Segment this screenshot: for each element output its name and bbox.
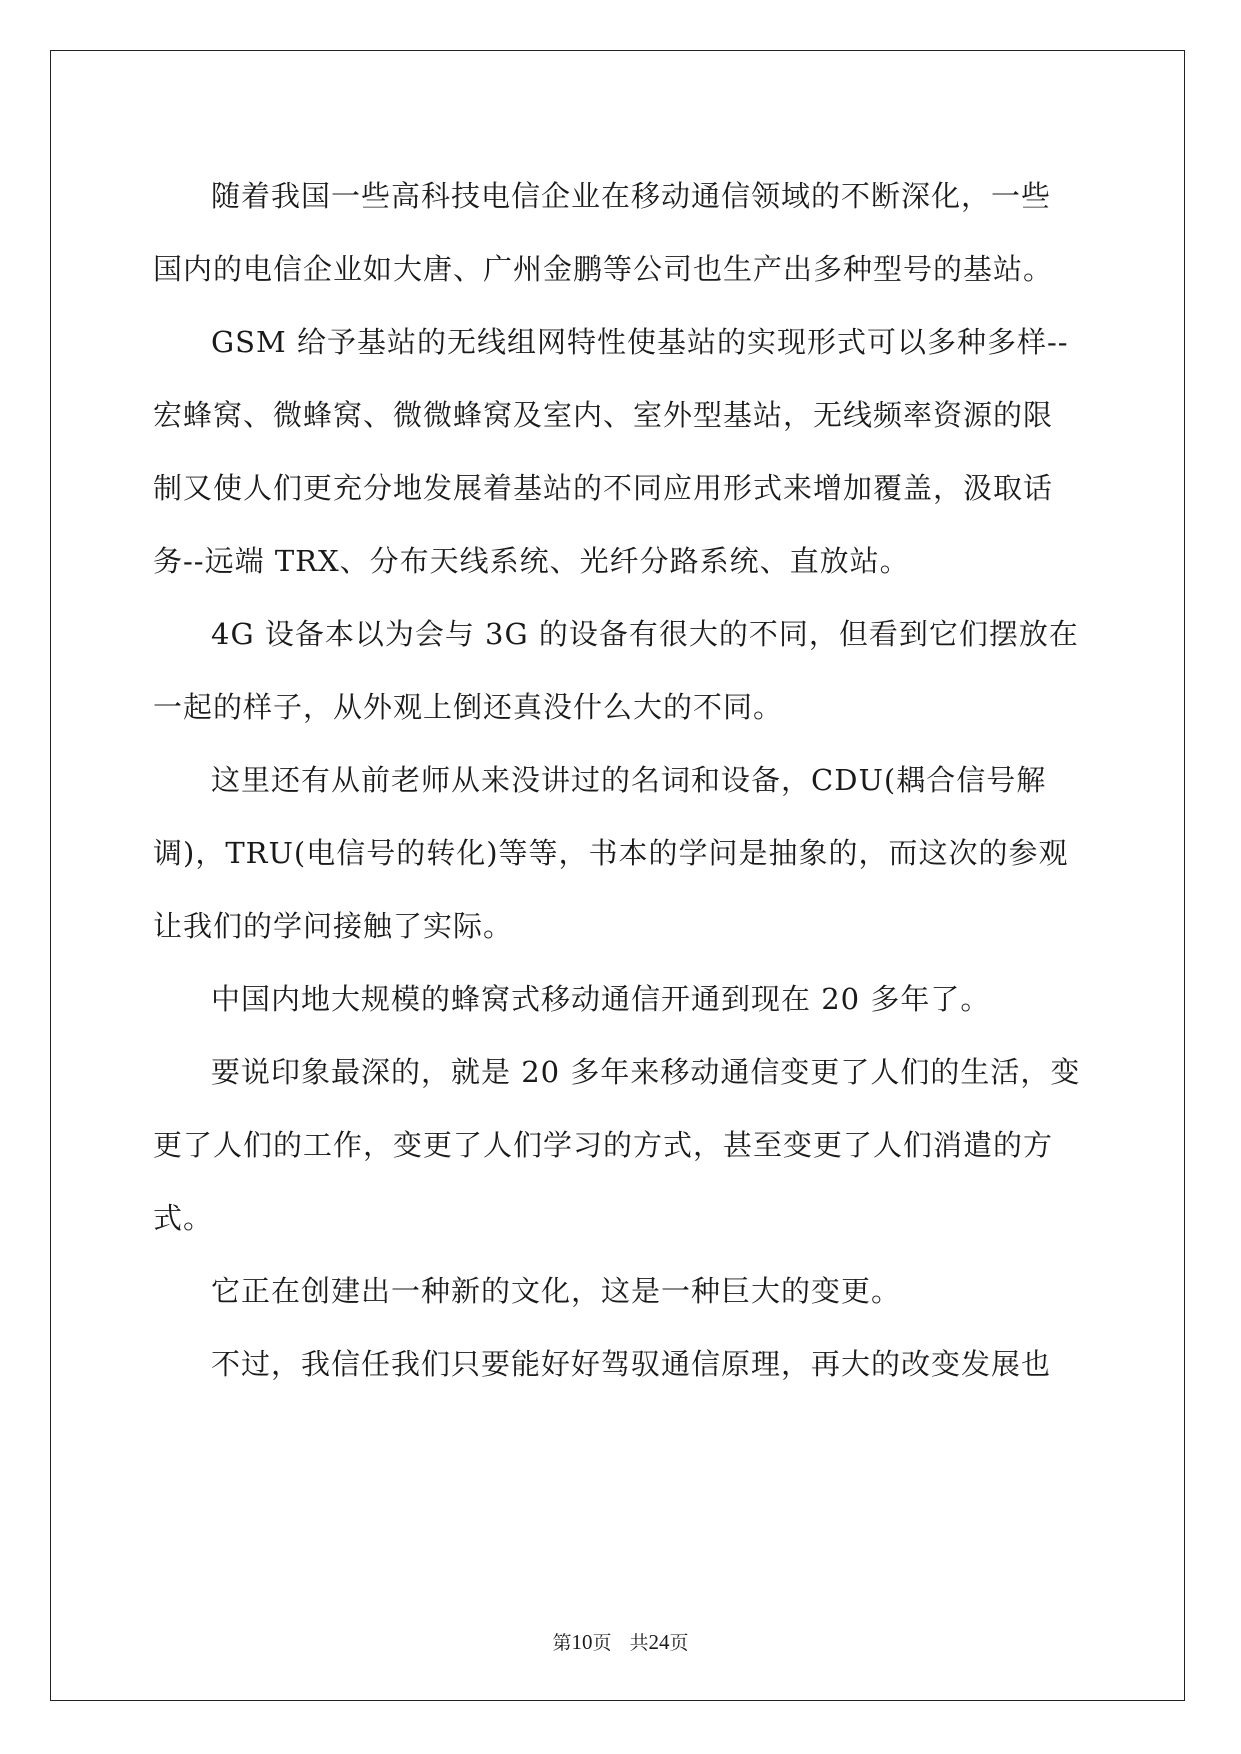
- paragraph-line: 调)，TRU(电信号的转化)等等，书本的学问是抽象的，而这次的参观: [153, 836, 1069, 870]
- paragraph-line: 一起的样子，从外观上倒还真没什么大的不同。: [153, 690, 784, 724]
- paragraph-line: GSM 给予基站的无线组网特性使基站的实现形式可以多种多样--: [211, 325, 1069, 359]
- page-label-suffix: 页: [592, 1632, 612, 1654]
- paragraph-line: 制又使人们更充分地发展着基站的不同应用形式来增加覆盖，汲取话: [153, 471, 1054, 505]
- paragraph-line: 4G 设备本以为会与 3G 的设备有很大的不同，但看到它们摆放在: [211, 617, 1079, 651]
- paragraph-line: 更了人们的工作，变更了人们学习的方式，甚至变更了人们消遣的方: [153, 1128, 1054, 1162]
- page-label-prefix: 第: [552, 1632, 572, 1654]
- paragraph-line: 不过，我信任我们只要能好好驾驭通信原理，再大的改变发展也: [211, 1347, 1052, 1381]
- paragraph-line: 务--远端 TRX、分布天线系统、光纤分路系统、直放站。: [153, 544, 910, 578]
- paragraph-line: 宏蜂窝、微蜂窝、微微蜂窝及室内、室外型基站，无线频率资源的限: [153, 398, 1054, 432]
- document-body: [153, 160, 1088, 1401]
- page-number: 10: [571, 1630, 593, 1654]
- paragraph-8: [153, 1328, 1088, 1401]
- total-label-suffix: 页: [669, 1632, 689, 1654]
- paragraph-line: 随着我国一些高科技电信企业在移动通信领域的不断深化，一些: [211, 179, 1052, 213]
- paragraph-line: 这里还有从前老师从来没讲过的名词和设备，CDU(耦合信号解: [211, 763, 1047, 797]
- paragraph-5: [153, 963, 1088, 1036]
- paragraph-line: 式。: [153, 1201, 214, 1235]
- paragraph-line: 要说印象最深的，就是 20 多年来移动通信变更了人们的生活，变: [211, 1055, 1081, 1089]
- page-footer: [0, 1630, 1241, 1655]
- paragraph-line: 让我们的学问接触了实际。: [153, 909, 514, 943]
- paragraph-3: [153, 598, 1088, 744]
- paragraph-2: [153, 306, 1088, 598]
- total-label-prefix: 共: [629, 1632, 649, 1654]
- paragraph-4: [153, 744, 1088, 963]
- paragraph-line: 它正在创建出一种新的文化，这是一种巨大的变更。: [211, 1274, 902, 1308]
- paragraph-6: [153, 1036, 1088, 1255]
- paragraph-line: 中国内地大规模的蜂窝式移动通信开通到现在 20 多年了。: [211, 982, 991, 1016]
- total-pages: 24: [648, 1630, 670, 1654]
- paragraph-line: 国内的电信企业如大唐、广州金鹏等公司也生产出多种型号的基站。: [153, 252, 1054, 286]
- paragraph-7: [153, 1255, 1088, 1328]
- paragraph-1: [153, 160, 1088, 306]
